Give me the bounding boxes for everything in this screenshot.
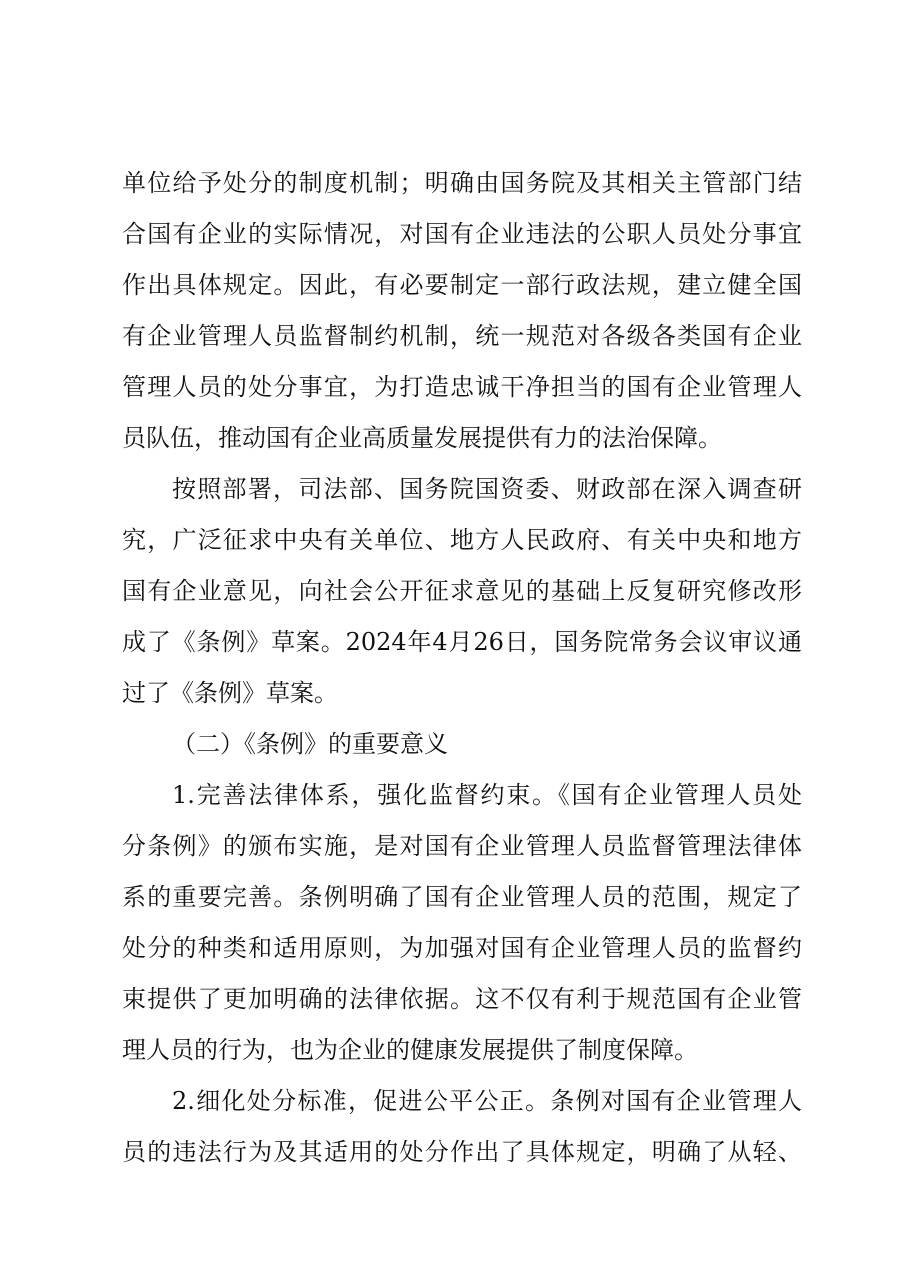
paragraph-4-line-1: 2.细化处分标准，促进公平公正。条例对国有企业管理人 [172,1087,802,1115]
paragraph-1-line-2: 合国有企业的实际情况，对国有企业违法的公职人员处分事宜 [122,220,802,248]
paragraph-3-line-4: 处分的种类和适用原则，为加强对国有企业管理人员的监督约 [122,934,802,962]
section-heading: （二）《条例》的重要意义 [172,730,448,758]
paragraph-2-line-4: 成了《条例》草案。2024年4月26日，国务院常务会议审议通 [122,628,802,656]
paragraph-3-line-5: 束提供了更加明确的法律依据。这不仅有利于规范国有企业管 [122,985,802,1013]
paragraph-3-line-3: 系的重要完善。条例明确了国有企业管理人员的范围，规定了 [122,883,802,911]
paragraph-1-line-6: 员队伍，推动国有企业高质量发展提供有力的法治保障。 [122,424,722,452]
paragraph-1-line-5: 管理人员的处分事宜，为打造忠诚干净担当的国有企业管理人 [122,373,802,401]
paragraph-2-line-1: 按照部署，司法部、国务院国资委、财政部在深入调查研 [172,475,802,503]
paragraph-3-line-6: 理人员的行为，也为企业的健康发展提供了制度保障。 [122,1036,698,1064]
paragraph-4-line-2: 员的违法行为及其适用的处分作出了具体规定，明确了从轻、 [122,1138,802,1166]
paragraph-1-line-3: 作出具体规定。因此，有必要制定一部行政法规，建立健全国 [122,271,802,299]
paragraph-2-line-2: 究，广泛征求中央有关单位、地方人民政府、有关中央和地方 [122,526,802,554]
paragraph-1-line-1: 单位给予处分的制度机制；明确由国务院及其相关主管部门结 [122,169,802,197]
paragraph-2-line-5: 过了《条例》草案。 [122,679,338,707]
paragraph-2-line-3: 国有企业意见，向社会公开征求意见的基础上反复研究修改形 [122,577,802,605]
paragraph-3-line-1: 1.完善法律体系，强化监督约束。《国有企业管理人员处 [172,781,802,809]
paragraph-3-line-2: 分条例》的颁布实施，是对国有企业管理人员监督管理法律体 [122,832,802,860]
paragraph-1-line-4: 有企业管理人员监督制约机制，统一规范对各级各类国有企业 [122,322,802,350]
